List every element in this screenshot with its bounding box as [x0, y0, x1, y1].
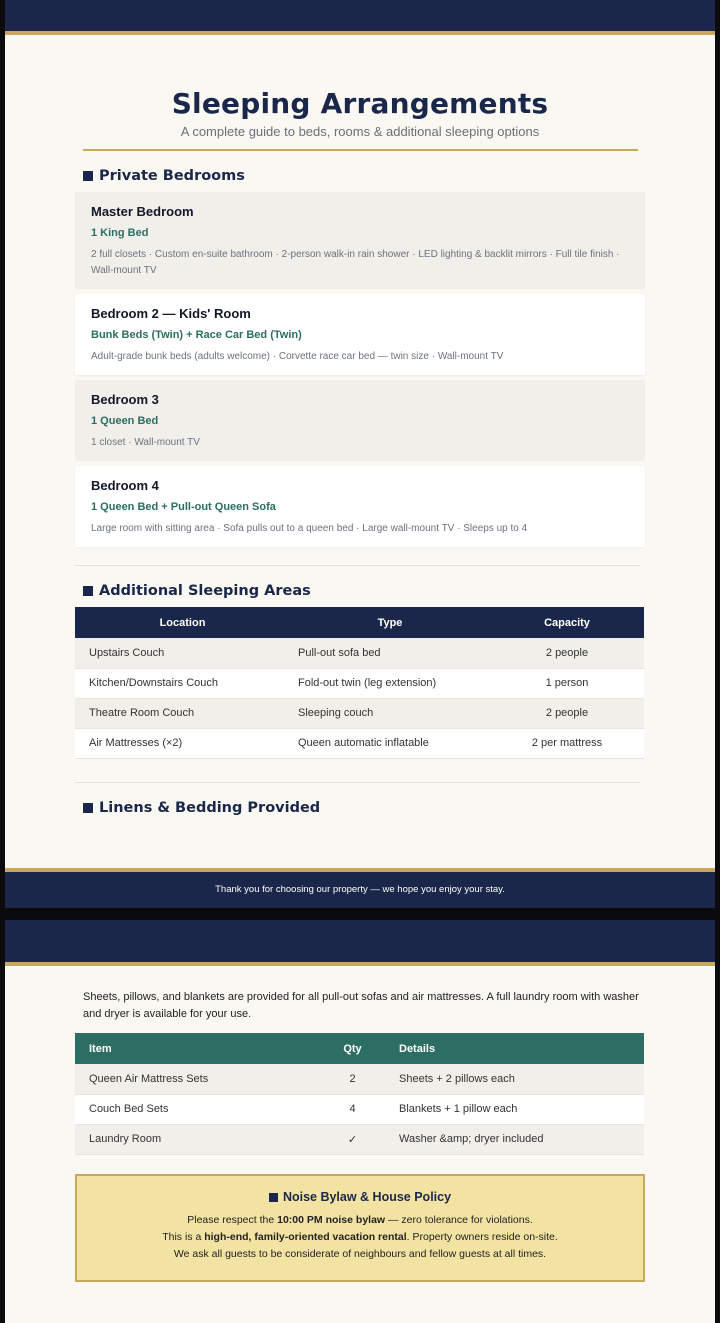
page-title: Sleeping Arrangements — [171, 87, 549, 120]
room-name: Master Bedroom — [91, 204, 194, 219]
page-footer: Thank you for choosing our property — we hope you enjoy your stay. — [5, 868, 715, 908]
cell-capacity: 2 people — [490, 638, 644, 668]
section-additional-sleeping — [83, 583, 311, 599]
section-title-text: Additional Sleeping Areas — [99, 583, 311, 599]
cell-item: Queen Air Mattress Sets — [75, 1064, 320, 1094]
room-name: Bedroom 4 — [91, 478, 159, 493]
col-header-type: Type — [290, 607, 490, 638]
policy-title-text: Noise Bylaw & House Policy — [282, 1190, 452, 1204]
section-title-text: Private Bedrooms — [99, 168, 245, 184]
room-description: Large room with sitting area · Sofa pulls out to a queen bed · Large wall-mount TV · Sleeps up to 4 — [91, 523, 528, 534]
cell-location: Theatre Room Couch — [75, 698, 290, 728]
cell-type: Fold-out twin (leg extension) — [290, 668, 490, 698]
cell-item: Laundry Room — [75, 1124, 320, 1154]
table-header-row — [75, 607, 644, 638]
room-description: 2 full closets · Custom en-suite bathroom · 2-person walk-in rain shower · LED lighting & backlit mirrors · Full tile finish · Wall-mount TV — [91, 249, 620, 276]
page-subtitle: A complete guide to beds, rooms & additional sleeping options — [180, 124, 540, 139]
cell-details: Blankets + 1 pillow each — [385, 1094, 644, 1124]
room-bed: 1 King Bed — [91, 227, 149, 239]
cell-capacity: 2 per mattress — [490, 728, 644, 758]
square-bullet-icon — [83, 171, 93, 181]
policy-bold-text: high-end, family-oriented vacation rental — [204, 1231, 407, 1243]
room-name: Bedroom 2 — Kids' Room — [91, 306, 251, 321]
col-header-capacity: Capacity — [490, 607, 644, 638]
policy-text: Please respect the — [187, 1214, 278, 1226]
square-bullet-icon — [83, 803, 93, 813]
cell-qty: 2 — [320, 1064, 385, 1094]
table-row — [75, 728, 644, 758]
section-divider — [75, 565, 640, 566]
room-card-bedroom-4 — [75, 466, 645, 547]
square-bullet-icon — [83, 586, 93, 596]
col-header-details: Details — [385, 1033, 644, 1064]
room-name: Bedroom 3 — [91, 392, 159, 407]
cell-capacity: 2 people — [490, 698, 644, 728]
room-card-bedroom-3 — [75, 380, 645, 461]
col-header-qty: Qty — [320, 1033, 385, 1064]
cell-details: Washer &amp; dryer included — [385, 1124, 644, 1154]
table-row — [75, 1094, 644, 1124]
section-title-text: Linens & Bedding Provided — [99, 800, 321, 816]
col-header-location: Location — [75, 607, 290, 638]
top-band — [5, 920, 715, 966]
policy-bold-text: 10:00 PM noise bylaw — [277, 1214, 386, 1226]
room-description: 1 closet · Wall-mount TV — [91, 437, 200, 448]
linens-table — [75, 1033, 644, 1155]
bedroom-list — [75, 192, 645, 552]
section-private-bedrooms — [83, 168, 245, 184]
table-row — [75, 1124, 644, 1154]
cell-location: Upstairs Couch — [75, 638, 290, 668]
table-row — [75, 638, 644, 668]
cell-location: Air Mattresses (×2) — [75, 728, 290, 758]
policy-line-2 — [77, 1229, 643, 1246]
room-description: Adult-grade bunk beds (adults welcome) · Corvette race car bed — twin size · Wall-mount TV — [91, 351, 504, 362]
table-header-row — [75, 1033, 644, 1064]
table-row — [75, 698, 644, 728]
policy-line-3: We ask all guests to be considerate of neighbours and fellow guests at all times. — [173, 1248, 547, 1260]
room-card-master — [75, 192, 645, 289]
room-card-bedroom-2 — [75, 294, 645, 375]
cell-details: Sheets + 2 pillows each — [385, 1064, 644, 1094]
col-header-item: Item — [75, 1033, 320, 1064]
cell-item: Couch Bed Sets — [75, 1094, 320, 1124]
room-bed: 1 Queen Bed — [91, 415, 159, 427]
cell-type: Pull-out sofa bed — [290, 638, 490, 668]
policy-text: This is a — [162, 1231, 205, 1243]
cell-capacity: 1 person — [490, 668, 644, 698]
policy-line-1 — [77, 1212, 643, 1229]
top-band — [5, 0, 715, 35]
page-one — [5, 0, 715, 908]
title-rule — [83, 149, 638, 151]
table-row — [75, 668, 644, 698]
additional-sleeping-table — [75, 607, 644, 759]
policy-text: . Property owners reside on-site. — [406, 1231, 558, 1243]
section-linens — [83, 800, 320, 816]
cell-qty: 4 — [320, 1094, 385, 1124]
square-bullet-icon — [269, 1193, 278, 1202]
table-row — [75, 1064, 644, 1094]
policy-box — [75, 1174, 645, 1282]
room-bed: Bunk Beds (Twin) + Race Car Bed (Twin) — [91, 329, 302, 341]
cell-location: Kitchen/Downstairs Couch — [75, 668, 290, 698]
cell-type: Sleeping couch — [290, 698, 490, 728]
room-bed: 1 Queen Bed + Pull-out Queen Sofa — [91, 501, 276, 513]
policy-title — [77, 1190, 643, 1204]
linens-intro: Sheets, pillows, and blankets are provided for all pull-out sofas and air mattresses. A full laundry room with washer and dryer is available for your use. — [83, 991, 639, 1020]
section-divider — [75, 782, 640, 783]
page-two — [5, 920, 715, 1323]
cell-type: Queen automatic inflatable — [290, 728, 490, 758]
cell-qty-check: ✓ — [320, 1124, 385, 1154]
policy-text: — zero tolerance for violations. — [385, 1214, 533, 1226]
